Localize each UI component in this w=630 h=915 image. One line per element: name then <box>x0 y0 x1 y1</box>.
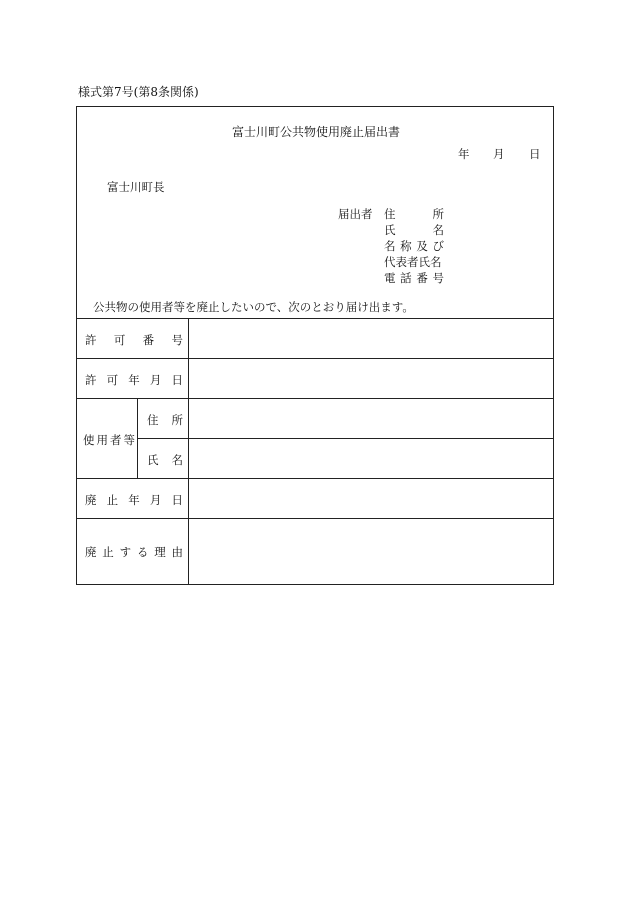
date-day: 日 <box>529 147 541 161</box>
user-name-label: 氏 名 <box>147 453 183 467</box>
permit-date-label: 許 可 年 月 日 <box>85 373 183 387</box>
row-rule <box>77 398 553 399</box>
user-address-label: 住 所 <box>147 413 183 427</box>
row-rule <box>77 358 553 359</box>
notifier-name-label: 氏 名 <box>384 223 444 237</box>
form-number-label: 様式第7号(第8条関係) <box>78 85 199 99</box>
abolish-date-label: 廃 止 年 月 日 <box>85 493 183 507</box>
notifier-address-label: 住 所 <box>384 207 444 221</box>
permit-number-label: 許 可 番 号 <box>85 333 183 347</box>
row-rule <box>137 438 553 439</box>
form-title: 富士川町公共物使用廃止届出書 <box>231 125 400 139</box>
date-month: 月 <box>493 147 505 161</box>
form-frame <box>76 106 554 585</box>
row-rule <box>77 478 553 479</box>
notifier-label: 届出者 <box>338 207 373 221</box>
label-column-rule <box>188 318 189 584</box>
user-group-label: 使 用 者 等 <box>83 433 135 447</box>
date-year: 年 <box>458 147 470 161</box>
row-rule <box>77 518 553 519</box>
notifier-phone-label: 電 話 番 号 <box>384 271 444 285</box>
addressee: 富士川町長 <box>107 180 165 194</box>
table-top-rule <box>77 318 553 319</box>
user-group-rule <box>137 398 138 478</box>
notifier-org-label: 名 称 及 び <box>384 239 444 253</box>
abolish-reason-label: 廃 止 す る 理 由 <box>85 545 183 559</box>
notifier-representative-label: 代表者氏名 <box>384 255 442 269</box>
intro-statement: 公共物の使用者等を廃止したいので、次のとおり届け出ます。 <box>93 300 414 314</box>
